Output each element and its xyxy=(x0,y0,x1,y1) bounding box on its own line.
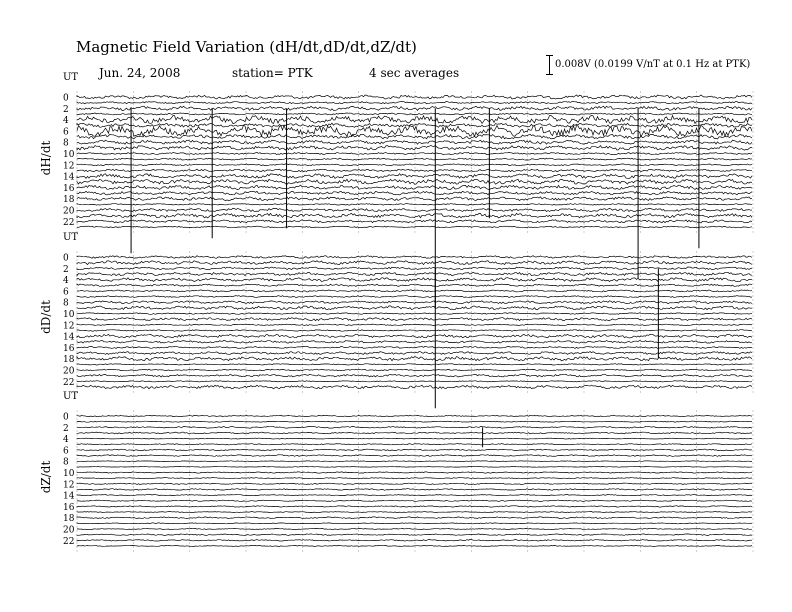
trace-line xyxy=(77,489,752,491)
trace-line xyxy=(77,381,752,382)
hour-label: 22 xyxy=(63,217,75,228)
hour-label: 10 xyxy=(63,469,75,479)
hour-label: 14 xyxy=(63,172,75,183)
hour-label: 0 xyxy=(63,412,69,423)
hour-label: 12 xyxy=(63,161,75,172)
hour-label: 6 xyxy=(63,127,69,138)
trace-line xyxy=(77,306,752,310)
trace-line xyxy=(77,432,752,434)
trace-line xyxy=(77,106,752,110)
trace-line xyxy=(77,318,752,321)
trace-line xyxy=(77,256,752,259)
panel-ylabel: dZ/dt xyxy=(39,460,53,494)
trace-line xyxy=(77,261,752,265)
trace-line xyxy=(77,340,752,343)
hour-label: 16 xyxy=(63,343,75,354)
hour-label: 8 xyxy=(63,457,69,468)
hour-label: 4 xyxy=(63,116,69,127)
trace-line xyxy=(77,301,752,304)
trace-line xyxy=(77,169,752,172)
trace-line xyxy=(77,357,752,361)
hour-label: 0 xyxy=(63,93,69,104)
trace-line xyxy=(77,534,752,536)
trace-line xyxy=(77,95,752,99)
hour-label: 2 xyxy=(63,104,69,115)
hour-label: 14 xyxy=(63,332,75,343)
hour-label: 16 xyxy=(63,183,75,194)
trace-line xyxy=(77,528,752,529)
ut-label: UT xyxy=(63,232,79,243)
hour-label: 18 xyxy=(63,195,75,206)
hour-label: 6 xyxy=(63,287,69,298)
trace-line xyxy=(77,415,752,416)
hour-label: 4 xyxy=(63,435,69,446)
hour-label: 14 xyxy=(63,491,75,502)
trace-line xyxy=(77,284,752,286)
hour-label: 22 xyxy=(63,377,75,388)
trace-line xyxy=(77,226,752,228)
trace-line xyxy=(77,472,752,473)
trace-line xyxy=(77,352,752,355)
trace-line xyxy=(77,495,752,496)
date-label: Jun. 24, 2008 xyxy=(99,66,181,80)
hour-label: 0 xyxy=(63,253,69,264)
hour-label: 4 xyxy=(63,276,69,287)
trace-line xyxy=(77,385,752,389)
trace-line xyxy=(77,213,752,218)
hour-label: 16 xyxy=(63,502,75,513)
trace-line xyxy=(77,324,752,325)
trace-line xyxy=(77,334,752,338)
trace-line xyxy=(77,152,752,154)
hour-label: 8 xyxy=(63,138,69,149)
panel-ylabel: dD/dt xyxy=(39,300,53,334)
hour-label: 2 xyxy=(63,264,69,275)
hour-label: 20 xyxy=(63,206,75,217)
trace-line xyxy=(77,364,752,365)
trace-line xyxy=(77,208,752,211)
trace-line xyxy=(77,517,752,519)
trace-line xyxy=(77,197,752,201)
trace-line xyxy=(77,204,752,206)
hour-label: 8 xyxy=(63,298,69,309)
trace-line xyxy=(77,449,752,451)
trace-line xyxy=(77,330,752,332)
station-label: station= PTK xyxy=(232,66,313,80)
trace-line xyxy=(77,158,752,160)
trace-line xyxy=(77,455,752,457)
hour-label: 22 xyxy=(63,536,75,547)
hour-label: 12 xyxy=(63,321,75,332)
trace-line xyxy=(77,523,752,524)
trace-line xyxy=(77,115,752,123)
trace-line xyxy=(77,346,752,348)
trace-line xyxy=(77,140,752,144)
trace-line xyxy=(77,540,752,542)
trace-line xyxy=(77,272,752,275)
trace-line xyxy=(77,191,752,195)
trace-line xyxy=(77,123,752,127)
trace-line xyxy=(77,102,752,104)
hour-label: 20 xyxy=(63,366,75,377)
hour-label: 18 xyxy=(63,514,75,525)
trace-line xyxy=(77,185,752,190)
trace-line xyxy=(77,220,752,223)
hour-label: 20 xyxy=(63,525,75,536)
trace-line xyxy=(77,174,752,179)
trace-line xyxy=(77,512,752,513)
trace-line xyxy=(77,421,752,422)
trace-line xyxy=(77,267,752,270)
trace-line xyxy=(77,146,752,151)
trace-line xyxy=(77,113,752,115)
trace-line xyxy=(77,483,752,484)
trace-line xyxy=(77,506,752,507)
hour-label: 10 xyxy=(63,310,75,320)
ut-label: UT xyxy=(63,391,79,402)
trace-line xyxy=(77,164,752,166)
scale-label: 0.008V (0.0199 V/nT at 0.1 Hz at PTK) xyxy=(555,59,751,70)
hour-label: 12 xyxy=(63,480,75,491)
trace-line xyxy=(77,500,752,501)
trace-line xyxy=(77,278,752,282)
trace-line xyxy=(77,438,752,439)
trace-line xyxy=(77,374,752,377)
trace-line xyxy=(77,545,752,546)
hour-label: 10 xyxy=(63,150,75,160)
panel-ylabel: dH/dt xyxy=(39,140,53,176)
trace-line xyxy=(77,444,752,445)
chart-title: Magnetic Field Variation (dH/dt,dD/dt,dZ/dt) xyxy=(76,38,417,56)
trace-line xyxy=(77,467,752,468)
hour-label: 18 xyxy=(63,355,75,366)
trace-line xyxy=(77,313,752,315)
hour-label: 2 xyxy=(63,423,69,434)
hour-label: 6 xyxy=(63,446,69,457)
trace-line xyxy=(77,296,752,298)
trace-line xyxy=(77,290,752,292)
trace-line xyxy=(77,179,752,184)
averaging-label: 4 sec averages xyxy=(369,66,460,80)
trace-line xyxy=(77,426,752,428)
ut-label: UT xyxy=(63,72,79,83)
trace-line xyxy=(77,461,752,462)
trace-line xyxy=(77,478,752,479)
trace-line xyxy=(77,369,752,371)
